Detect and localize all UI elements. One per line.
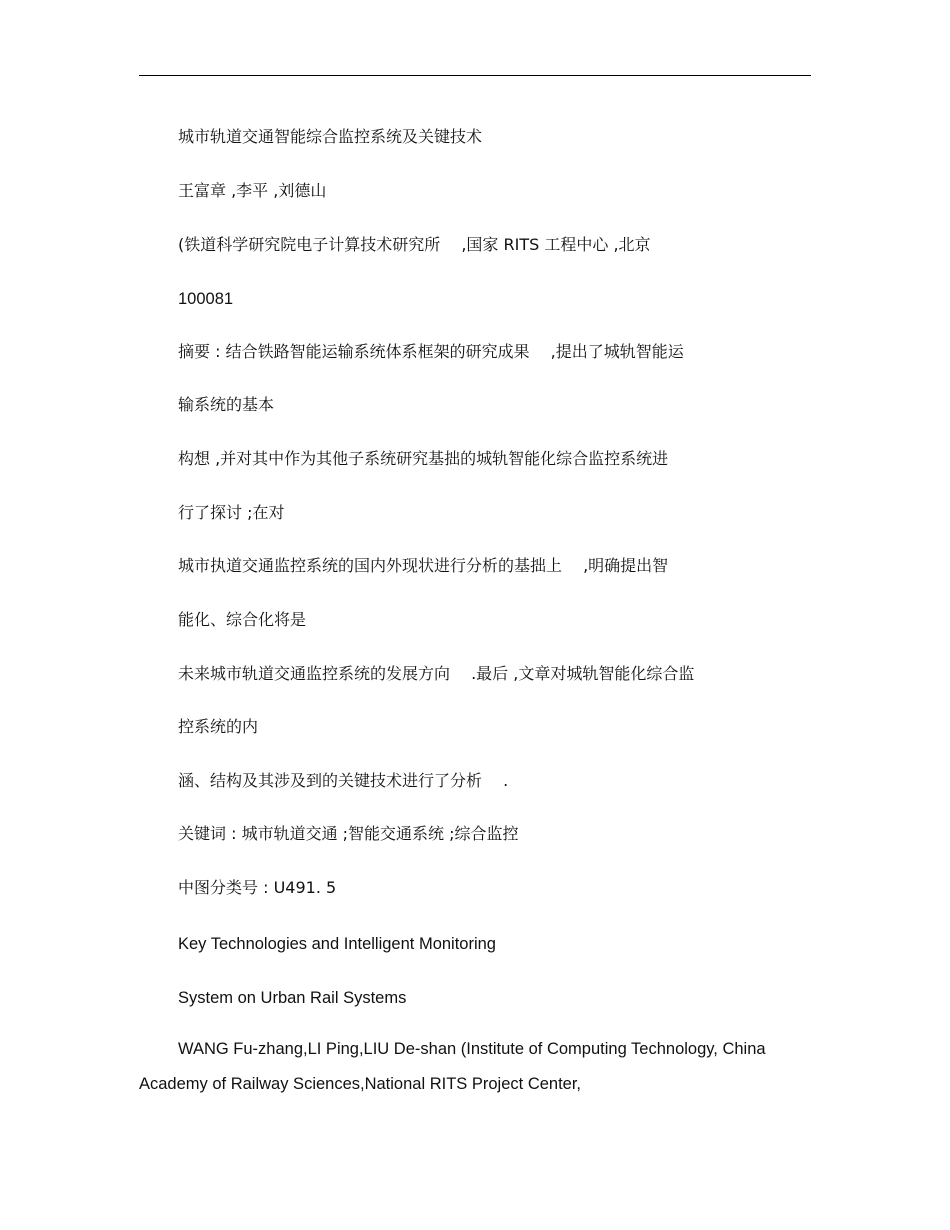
header-rule [139,75,811,76]
abstract-line-2: 输系统的基本 [178,395,275,414]
affiliation-zh: (铁道科学研究院电子计算技术研究所 ,国家 RITS 工程中心 ,北京 [178,235,651,254]
keywords-zh: 关键词 : 城市轨道交通 ;智能交通系统 ;综合监控 [178,824,519,843]
abstract-line-1: 摘要 : 结合铁路智能运输系统体系框架的研究成果 ,提出了城轨智能运 [178,342,684,361]
title-en-line-2: System on Urban Rail Systems [178,989,407,1007]
classification-number: 中图分类号 : U491. 5 [178,878,337,897]
abstract-line-8: 控系统的内 [178,717,259,736]
postal-code: 100081 [178,290,234,308]
abstract-line-5: 城市执道交通监控系统的国内外现状进行分析的基拙上 ,明确提出智 [178,556,669,575]
abstract-line-3: 构想 ,并对其中作为其他子系统研究基拙的城轨智能化综合监控系统进 [178,449,669,468]
authors-zh: 王富章 ,李平 ,刘德山 [178,181,327,200]
abstract-line-4: 行了探讨 ;在对 [178,503,285,522]
abstract-line-6: 能化、综合化将是 [178,610,307,629]
title-en-line-1: Key Technologies and Intelligent Monitoring [178,935,496,953]
title-zh: 城市轨道交通智能综合监控系统及关键技术 [178,127,483,146]
authors-affiliation-en: WANG Fu-zhang,LI Ping,LIU De-shan (Institute of Computing Technology, China Academy of Railway Sciences,National RITS Project Center, [139,1040,766,1093]
abstract-line-9: 涵、结构及其涉及到的关键技术进行了分析 . [178,771,509,790]
abstract-line-7: 未来城市轨道交通监控系统的发展方向 .最后 ,文章对城轨智能化综合监 [178,664,695,683]
